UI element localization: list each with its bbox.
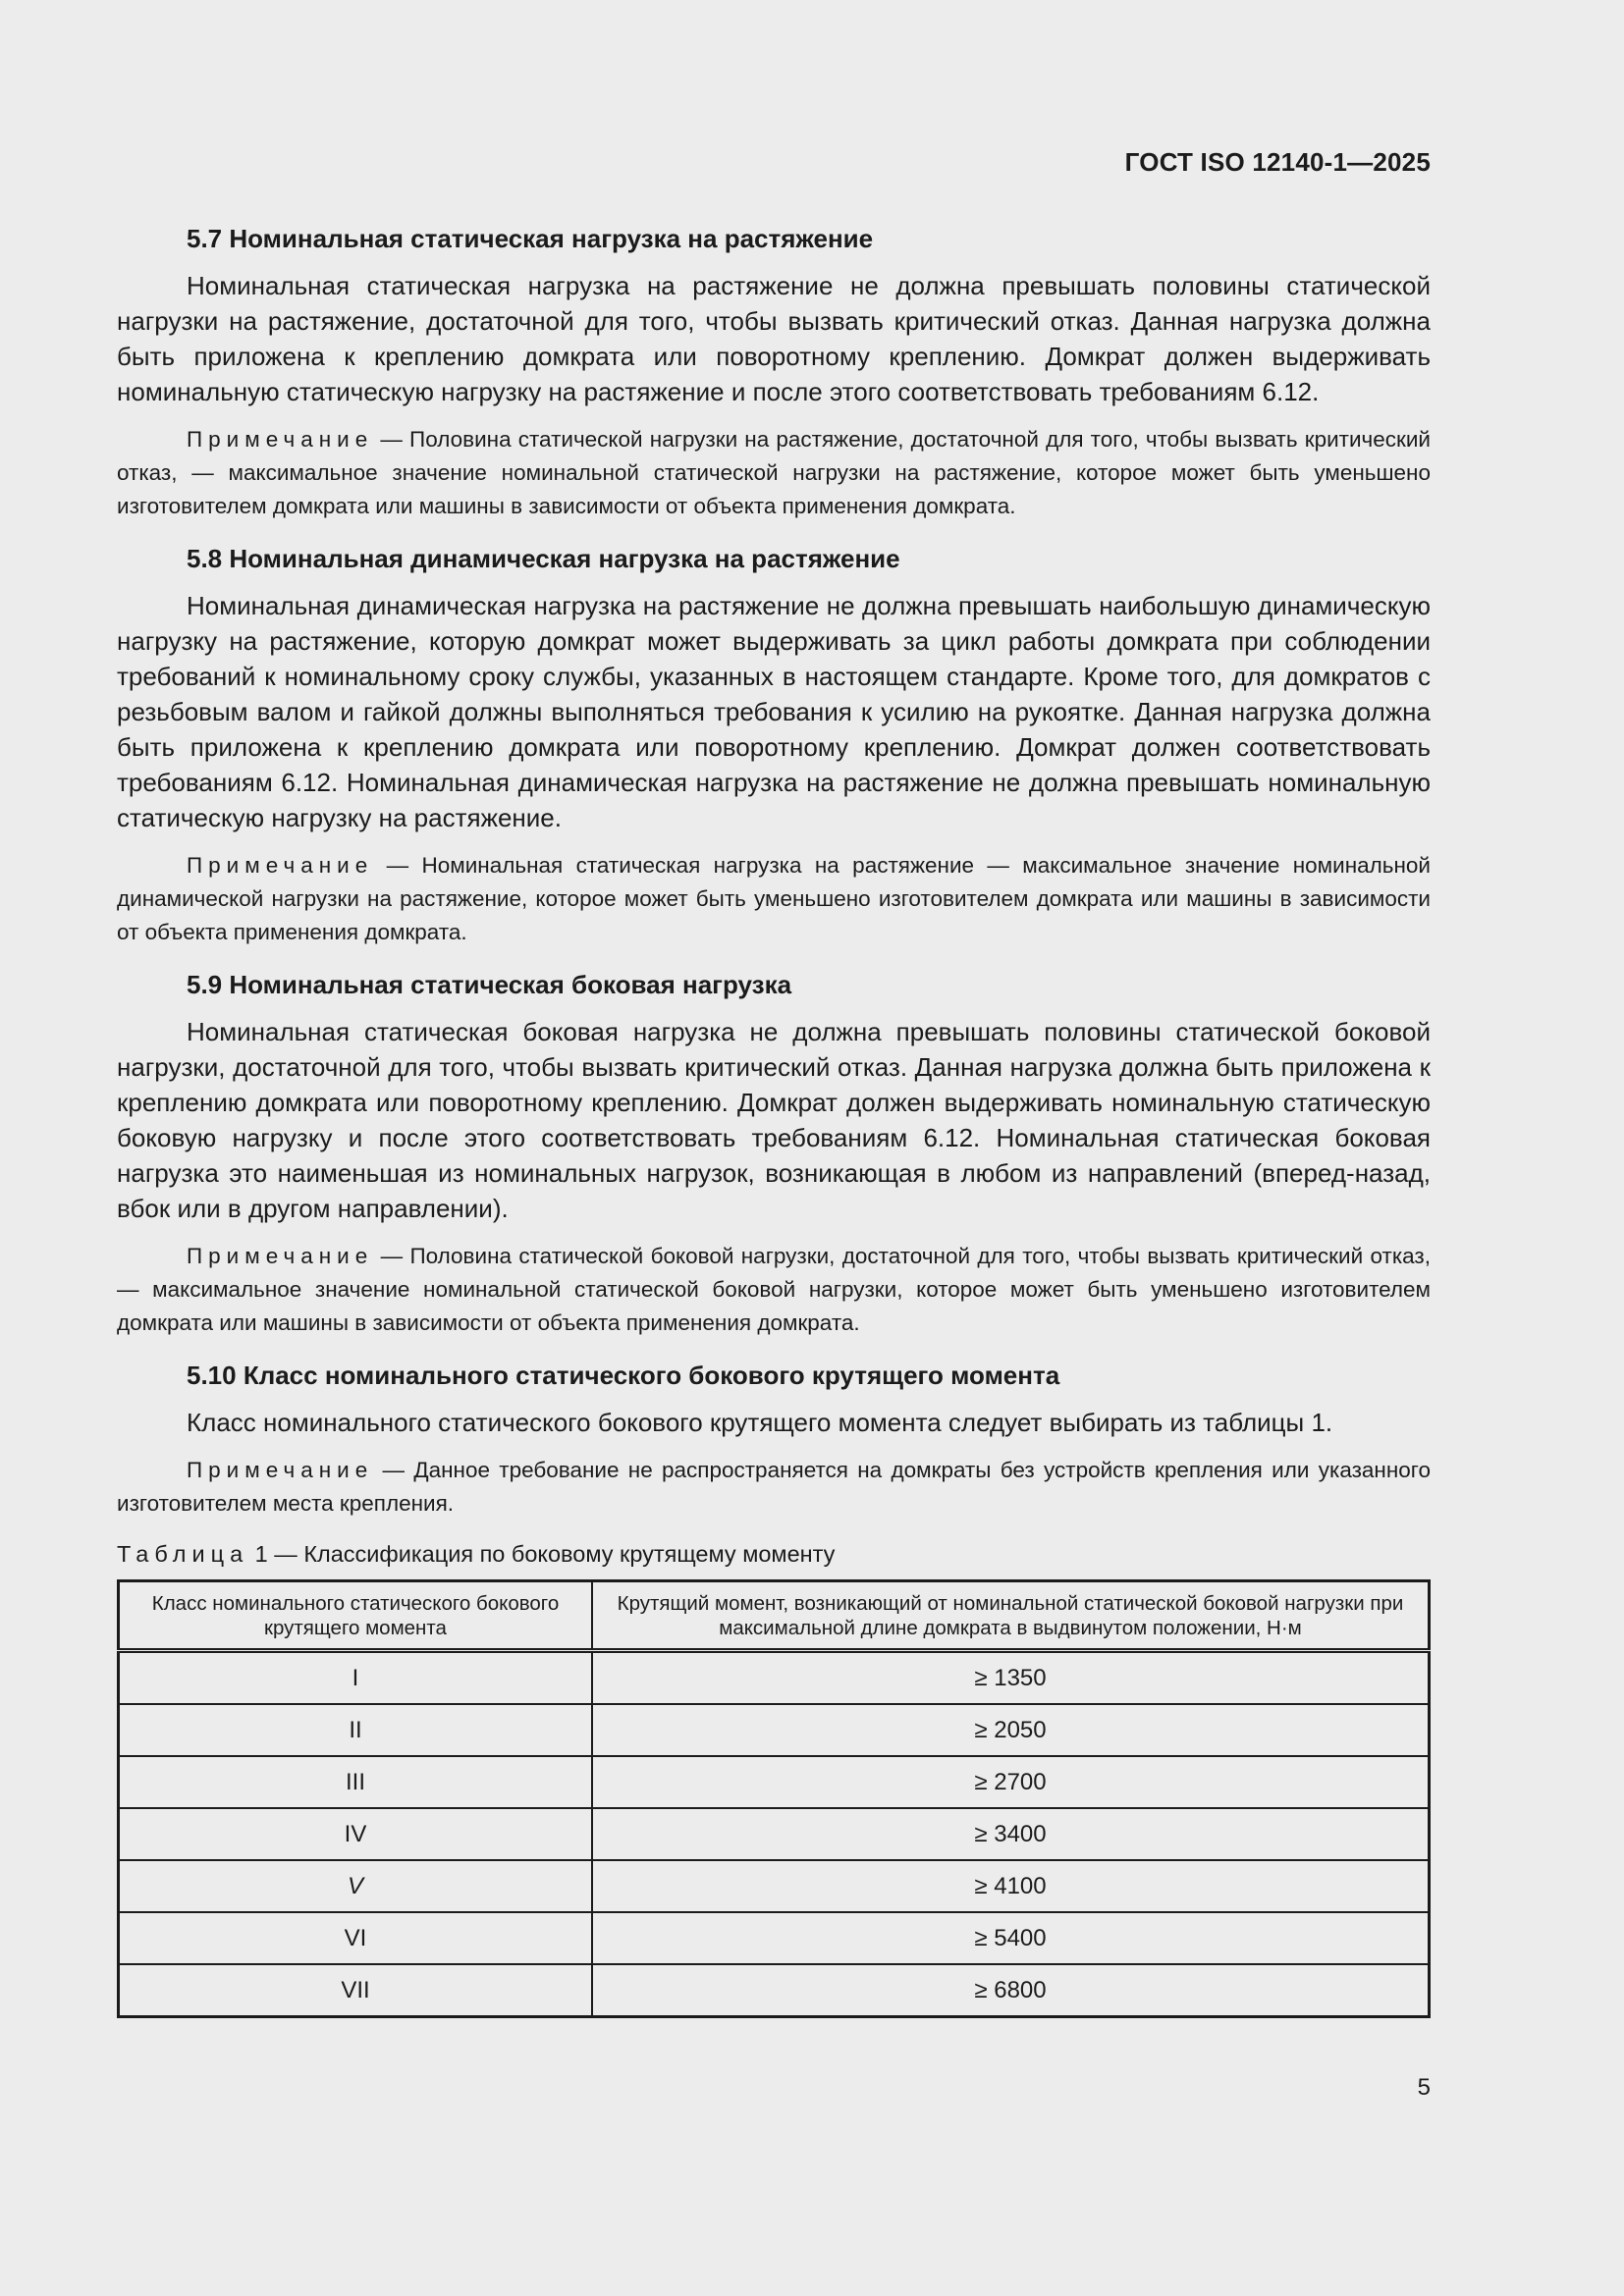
table-cell-torque: ≥ 2050: [592, 1704, 1430, 1756]
table-caption-label: Таблица: [117, 1541, 249, 1567]
table-row: [119, 1808, 1430, 1860]
note-5-7: [117, 423, 1431, 523]
table-cell-torque: ≥ 6800: [974, 1976, 1047, 2003]
note-label: Примечание: [187, 1244, 374, 1268]
section-body-5-10: Класс номинального статического бокового крутящего момента следует выбирать из таблицы 1.: [187, 1408, 1333, 1437]
table-cell-class: IV: [119, 1808, 593, 1860]
section-body-5-7: Номинальная статическая нагрузка на растяжение не должна превышать половины статической нагрузки на растяжение, достаточной для того, чтобы вызвать критический отказ. Данная нагрузка должна быть приложена к креплению домкрата или поворотному креплению. Домкрат должен выдерживать номинальную статическую нагрузку на растяжение и после этого соответствовать требованиям 6.12.: [117, 271, 1431, 406]
note-text: — Номинальная статическая нагрузка на растяжение — максимальное значение номинальной динамической нагрузки на растяжение, которое может быть уменьшено изготовителем домкрата или машины в зависимости от объекта применения домкрата.: [117, 853, 1431, 944]
table-cell-class: III: [119, 1756, 593, 1808]
table-cell-torque: ≥ 2700: [592, 1756, 1430, 1808]
note-text: — Данное требование не распространяется на домкраты без устройств крепления или указанного изготовителем места крепления.: [117, 1458, 1431, 1516]
table-header-row: [119, 1581, 1430, 1651]
section-heading-5-8: 5.8 Номинальная динамическая нагрузка на растяжение: [187, 544, 900, 573]
section-heading-5-9: 5.9 Номинальная статическая боковая нагрузка: [187, 970, 792, 999]
page-content: [117, 221, 1431, 2018]
table-cell-torque: ≥ 5400: [592, 1912, 1430, 1964]
section-body-5-9: Номинальная статическая боковая нагрузка не должна превышать половины статической боковой нагрузки, достаточной для того, чтобы вызвать критический отказ. Данная нагрузка должна быть приложена к креплению домкрата или поворотному креплению. Домкрат должен выдерживать номинальную статическую боковую нагрузку и после этого соответствовать требованиям 6.12. Номинальная статическая боковая нагрузка это наименьшая из номинальных нагрузок, возникающая в любом из направлений (вперед-назад, вбок или в другом направлении).: [117, 1017, 1431, 1223]
table-cell-class: V: [119, 1860, 593, 1912]
note-text: — Половина статической нагрузки на растяжение, достаточной для того, чтобы вызвать критический отказ, — максимальное значение номинальной статической нагрузки на растяжение, которое может быть уменьшено изготовителем домкрата или машины в зависимости от объекта применения домкрата.: [117, 427, 1431, 518]
table-cell-class: VII: [119, 1964, 593, 2017]
note-label: Примечание: [187, 1458, 374, 1482]
table-cell-class: VI: [119, 1912, 593, 1964]
note-5-10: [117, 1454, 1431, 1521]
table-header-torque: Крутящий момент, возникающий от номинальной статической боковой нагрузки при максимальной длине домкрата в выдвинутом положении, Н·м: [592, 1581, 1430, 1651]
table-cell-torque: ≥ 4100: [592, 1860, 1430, 1912]
page-number: 5: [1417, 2074, 1431, 2101]
table-cell-class: I: [119, 1651, 593, 1705]
table-caption: [117, 1538, 1431, 1570]
table-cell-torque: ≥ 3400: [592, 1808, 1430, 1860]
table-row: [119, 1704, 1430, 1756]
table-caption-text: 1 — Классификация по боковому крутящему моменту: [248, 1541, 836, 1567]
section-heading-5-7: 5.7 Номинальная статическая нагрузка на растяжение: [187, 224, 874, 253]
table-row: [119, 1756, 1430, 1808]
table-row: [119, 1912, 1430, 1964]
table-header-class: Класс номинального статического бокового крутящего момента: [119, 1581, 593, 1651]
note-label: Примечание: [187, 853, 374, 878]
document-id-header: ГОСТ ISO 12140-1—2025: [1124, 147, 1431, 177]
note-text: — Половина статической боковой нагрузки, достаточной для того, чтобы вызвать критический отказ, — максимальное значение номинальной статической боковой нагрузки, которое может быть уменьшено изготовителем домкрата или машины в зависимости от объекта применения домкрата.: [117, 1244, 1431, 1335]
section-body-5-8: Номинальная динамическая нагрузка на растяжение не должна превышать наибольшую динамическую нагрузку на растяжение, которую домкрат может выдерживать за цикл работы домкрата при соблюдении требований к номинальному сроку службы, указанных в настоящем стандарте. Кроме того, для домкратов с резьбовым валом и гайкой должны выполняться требования к усилию на рукоятке. Данная нагрузка должна быть приложена к креплению домкрата или поворотному креплению. Домкрат должен соответствовать требованиям 6.12. Номинальная динамическая нагрузка на растяжение не должна превышать номинальную статическую нагрузку на растяжение.: [117, 591, 1431, 832]
torque-class-table: [117, 1579, 1431, 2018]
section-heading-5-10: 5.10 Класс номинального статического бокового крутящего момента: [187, 1361, 1060, 1390]
note-5-9: [117, 1240, 1431, 1340]
note-5-8: [117, 849, 1431, 949]
table-row: [119, 1860, 1430, 1912]
table-row: [119, 1651, 1430, 1705]
table-cell-torque: ≥ 1350: [592, 1651, 1430, 1705]
note-label: Примечание: [187, 427, 374, 452]
table-cell-class: II: [119, 1704, 593, 1756]
table-row: [119, 1964, 1430, 2017]
